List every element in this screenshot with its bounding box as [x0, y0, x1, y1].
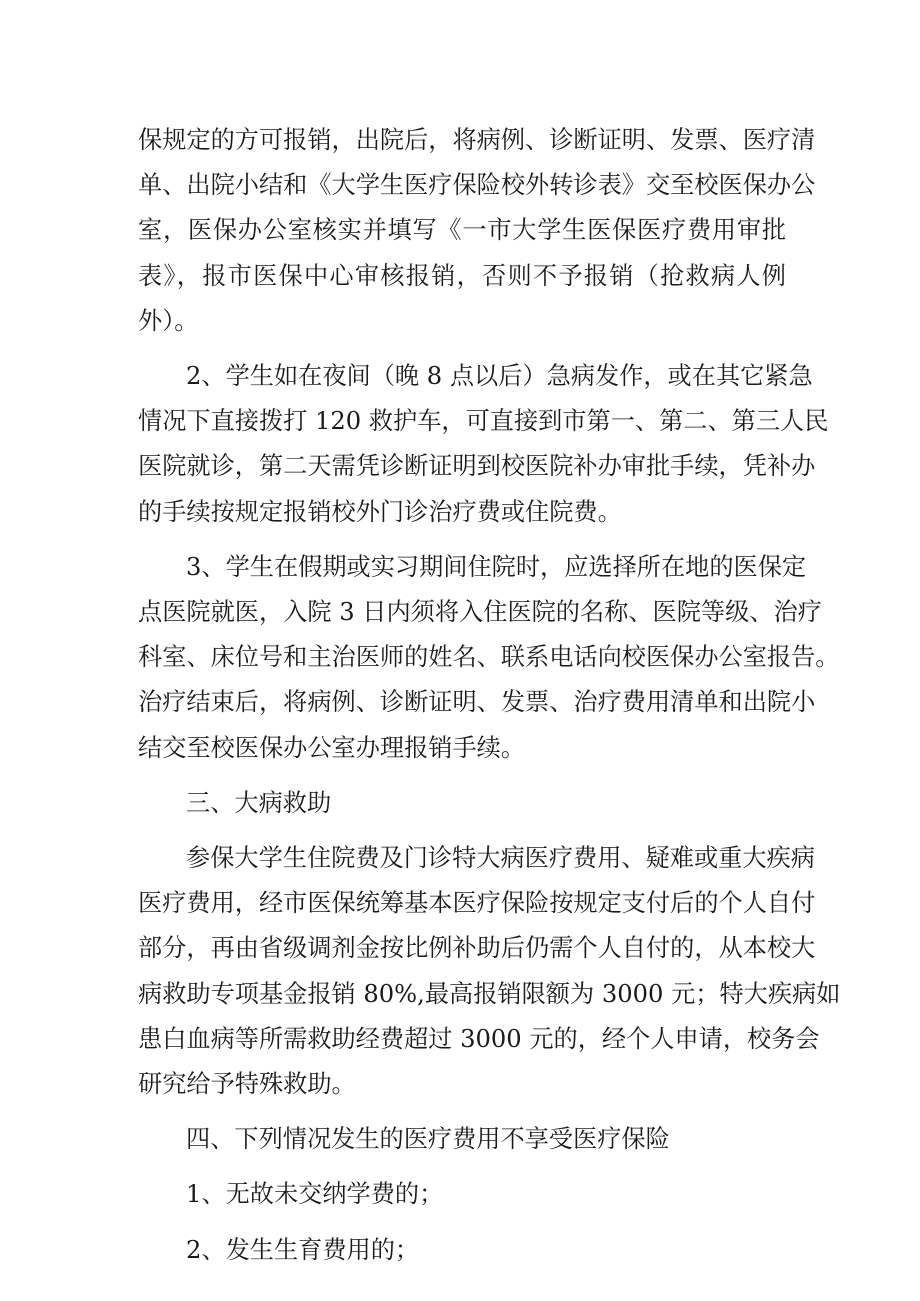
list-item-2 [138, 1228, 786, 1273]
text-line: 1、无故未交纳学费的； [186, 1180, 444, 1209]
text-line: 医院就诊，第二天需凭诊断证明到校医院补办审批手续，凭补办 [138, 452, 816, 481]
text-line: 2、学生如在夜间（晚 8 点以后）急病发作，或在其它紧急 [186, 362, 813, 391]
text-line: 科室、床位号和主治医师的姓名、联系电话向校医保办公室报告。 [138, 643, 840, 672]
text-line: 保规定的方可报销，出院后，将病例、诊断证明、发票、医疗清 [138, 126, 816, 154]
text-line: 治疗结束后，将病例、诊断证明、发票、治疗费用清单和出院小 [138, 688, 816, 717]
text-line: 结交至校医保办公室办理报销手续。 [138, 733, 526, 762]
paragraph-2 [138, 354, 829, 535]
text-line: 3、学生在假期或实习期间住院时，应选择所在地的医保定 [186, 552, 807, 581]
text-line: 单、出院小结和《大学生医疗保险校外转诊表》交至校医保办公 [138, 171, 816, 200]
list-item-1 [138, 1172, 786, 1217]
section-heading-exclusions [138, 1117, 786, 1162]
text-line: 点医院就医，入院 3 日内须将入住医院的名称、医院等级、治疗 [138, 598, 822, 627]
text-line: 外）。 [138, 306, 199, 335]
text-line: 表》，报市医保中心审核报销，否则不予报销（抢救病人例 [138, 261, 786, 290]
text-line: 的手续按规定报销校外门诊治疗费或住院费。 [138, 497, 622, 526]
text-line: 患白血病等所需救助经费超过 3000 元的，经个人申请，校务会 [138, 1024, 820, 1053]
text-line: 2、发生生育费用的； [186, 1235, 420, 1264]
text-line: 研究给予特殊救助。 [138, 1070, 356, 1099]
heading-text: 三、大病救助 [186, 788, 332, 817]
text-line: 部分，再由省级调剂金按比例补助后仍需个人自付的，从本校大 [138, 934, 816, 963]
heading-text: 四、下列情况发生的医疗费用不享受医疗保险 [186, 1125, 670, 1154]
text-line: 医疗费用，经市医保统筹基本医疗保险按规定支付后的个人自付 [138, 889, 816, 918]
paragraph-1 [138, 118, 816, 344]
document-page [138, 118, 841, 1273]
text-line: 情况下直接拨打 120 救护车，可直接到市第一、第二、第三人民 [138, 407, 829, 436]
text-line: 参保大学生住院费及门诊特大病医疗费用、疑难或重大疾病 [186, 844, 815, 873]
text-line: 室，医保办公室核实并填写《一市大学生医保医疗费用审批 [138, 216, 786, 245]
paragraph-3 [138, 545, 840, 771]
paragraph-5 [138, 836, 841, 1107]
section-heading-major-illness-aid [138, 781, 786, 826]
text-line: 病救助专项基金报销 80%,最高报销限额为 3000 元；特大疾病如 [138, 979, 841, 1008]
